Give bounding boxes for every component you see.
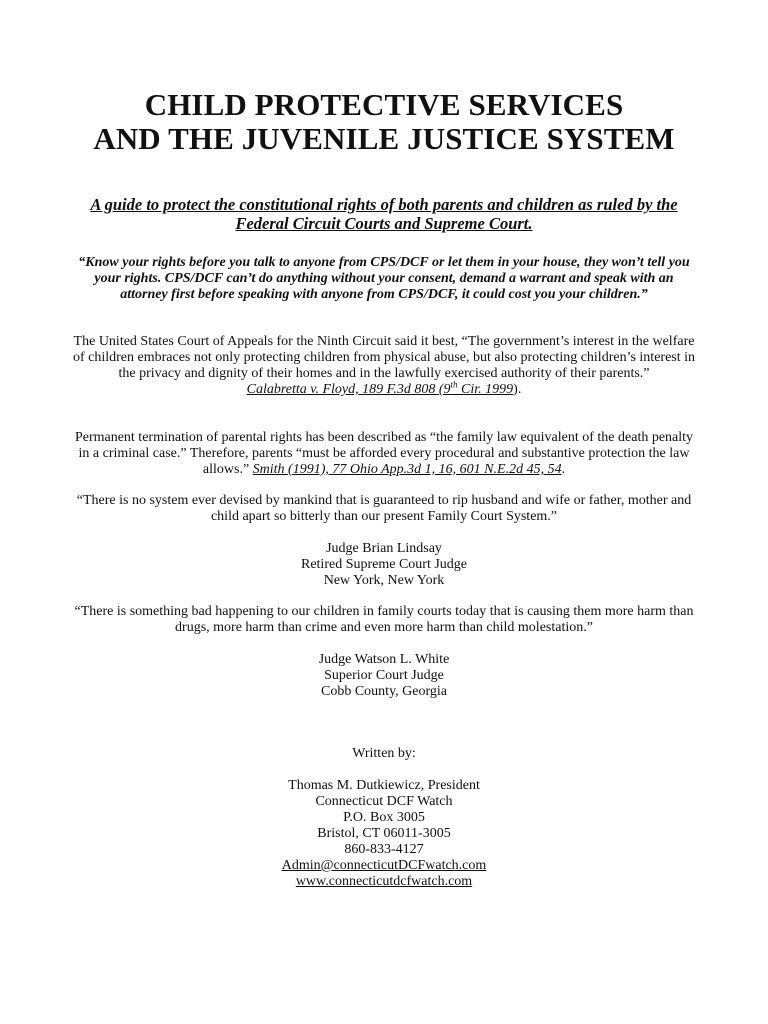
termination-citation-end: . (561, 462, 566, 477)
termination-text: Permanent termination of parental rights has been described as “the family law equivalent of the death penalty in a criminal case.” Therefore, parents “must be afforded every procedural and substantive protection the law allows.” (74, 430, 694, 477)
lindsay-role: Retired Supreme Court Judge (300, 557, 468, 572)
subtitle-period: . (528, 214, 533, 233)
author-city: Bristol, CT 06011-3005 (317, 826, 451, 841)
author-block (70, 778, 698, 890)
author-website-link[interactable]: www.connecticutdcfwatch.com (295, 874, 473, 889)
ninth-circuit-text: The United States Court of Appeals for the Ninth Circuit said it best, “The government’s interest in the welfare of children embraces not only protecting children from physical abuse, but also protecting children’s interest in the privacy and dignity of their homes and in the lawfully exercised authority of their parents.” (72, 334, 696, 381)
lindsay-name: Judge Brian Lindsay (326, 541, 442, 556)
subtitle-text: A guide to protect the constitutional rights of both parents and children as ruled by the Federal Circuit Courts and Supreme Court (90, 195, 678, 233)
termination-paragraph (70, 430, 698, 478)
white-role: Superior Court Judge (324, 668, 444, 683)
author-email-link[interactable]: Admin@connecticutDCFwatch.com (281, 858, 487, 873)
citation-part-b: Cir. 1999 (457, 382, 514, 397)
intro-quote: “Know your rights before you talk to anyone from CPS/DCF or let them in your house, they won’t tell you your rights. CPS/DCF can’t do anything without your consent, demand a warrant and speak with an attorney first before speaking with anyone from CPS/DCF, it could cost you your children.” (78, 255, 690, 302)
white-name: Judge Watson L. White (318, 652, 450, 667)
subtitle (70, 195, 698, 233)
ninth-circuit-paragraph (70, 334, 698, 398)
title-line-1: CHILD PROTECTIVE SERVICES (144, 87, 624, 122)
written-by-label: Written by: (352, 746, 416, 761)
author-po-box: P.O. Box 3005 (343, 810, 425, 825)
title-line-2: AND THE JUVENILE JUSTICE SYSTEM (93, 121, 675, 156)
lindsay-quote: “There is no system ever devised by mankind that is guaranteed to rip husband and wife or father, mother and child apart so bitterly than our present Family Court System.” (76, 493, 692, 524)
citation-superscript: th (450, 379, 458, 390)
termination-citation: Smith (1991), 77 Ohio App.3d 1, 16, 601 N.E.2d 45, 54 (252, 462, 562, 477)
ninth-circuit-citation (246, 379, 514, 397)
author-name: Thomas M. Dutkiewicz, President (288, 778, 480, 793)
lindsay-place: New York, New York (323, 573, 445, 588)
white-place: Cobb County, Georgia (321, 684, 447, 699)
white-quote: “There is something bad happening to our children in family courts today that is causing them more harm than drugs, more harm than crime and even more harm than child molestation.” (74, 604, 694, 635)
lindsay-signature (70, 541, 698, 589)
page-title (40, 88, 728, 156)
citation-end: ). (513, 382, 522, 397)
author-phone: 860-833-4127 (344, 842, 424, 857)
white-signature (70, 652, 698, 700)
author-org: Connecticut DCF Watch (315, 794, 453, 809)
citation-part-a: Calabretta v. Floyd, 189 F.3d 808 (9 (246, 382, 451, 397)
